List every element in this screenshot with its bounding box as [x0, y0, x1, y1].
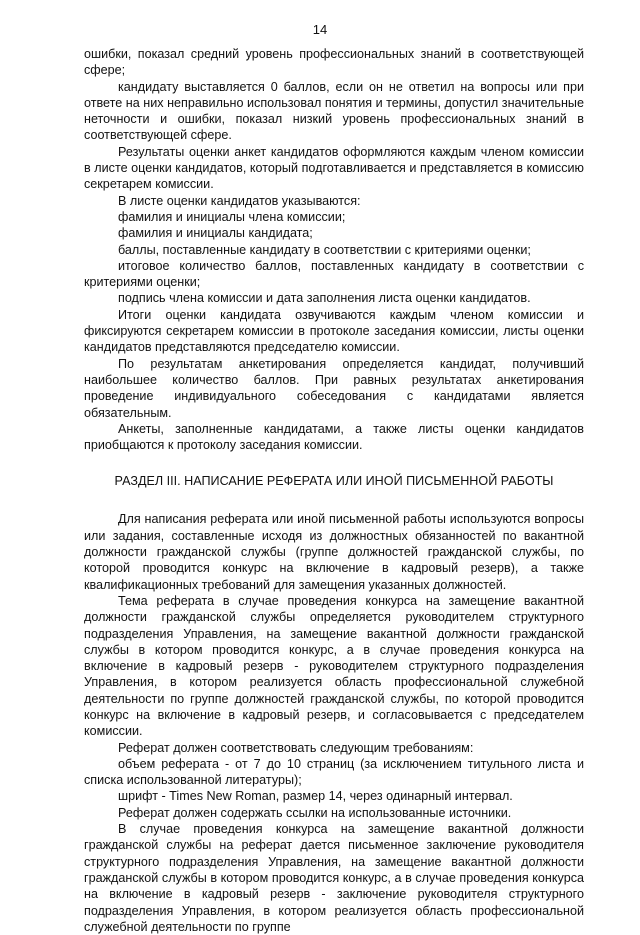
list-item-member-name: фамилия и инициалы члена комиссии;: [118, 209, 346, 224]
page-content: [84, 46, 584, 935]
list-item-signature-date: подпись члена комиссии и дата заполнения листа оценки кандидатов.: [118, 291, 531, 306]
list-item-volume: объем реферата - от 7 до 10 страниц (за исключением титульного листа и списка использованной литературы);: [84, 756, 584, 788]
paragraph-results-announcement: Итоги оценки кандидата озвучиваются каждым членом комиссии и фиксируются секретарем комиссии в протоколе заседания комиссии, листы оценки кандидатов представляются председателю комиссии.: [84, 307, 584, 355]
list-item-candidate-name: фамилия и инициалы кандидата;: [118, 226, 313, 241]
page-number: 14: [312, 22, 328, 37]
list-item-points: баллы, поставленные кандидату в соответствии с критериями оценки;: [118, 242, 531, 257]
list-item-total-points: итоговое количество баллов, поставленных кандидату в соответствии с критериями оценки;: [84, 258, 584, 290]
section-title: РАЗДЕЛ III. НАПИСАНИЕ РЕФЕРАТА ИЛИ ИНОЙ ПИСЬМЕННОЙ РАБОТЫ: [114, 474, 554, 489]
paragraph-continuation: ошибки, показал средний уровень профессиональных знаний в соответствующей сфере;: [84, 47, 584, 78]
paragraph-sheet-contents-intro: В листе оценки кандидатов указываются:: [118, 193, 361, 208]
paragraph-questionnaire-winner: По результатам анкетирования определяется кандидат, получивший наибольшее количество баллов. При равных результатах анкетирования проведение индивидуального собеседования с кандидатами является обязательным.: [84, 356, 584, 420]
paragraph-essay-topic: Тема реферата в случае проведения конкурса на замещение вакантной должности гражданской службы определяется руководителем структурного подразделения Управления, на замещение вакантной должности гражданской службы в котором проводится конкурс, а в случае проведения конкурса на включение в кадровый резерв - руководителем структурного подразделения Управления, в котором реализуется область профессиональной служебной деятельности по группе должностей гражданской службы, по которой проводится конкурс на включение в кадровый резерв, и согласовывается с председателем комиссии.: [84, 593, 584, 739]
paragraph-evaluation-results: Результаты оценки анкет кандидатов оформляются каждым членом комиссии в листе оценки кандидатов, который подготавливается и представляется в комиссию секретарем комиссии.: [84, 144, 584, 192]
list-item-font: шрифт - Times New Roman, размер 14, через одинарный интервал.: [118, 789, 513, 804]
paragraph-zero-points: кандидату выставляется 0 баллов, если он не ответил на вопросы или при ответе на них неправильно использовал понятия и термины, допустил значительные неточности и ошибки, показал низкий уровень профессиональных знаний в соответствующей сфере.: [84, 79, 584, 143]
paragraph-references: Реферат должен содержать ссылки на использованные источники.: [118, 805, 512, 820]
paragraph-attachments: Анкеты, заполненные кандидатами, а также листы оценки кандидатов приобщаются к протоколу заседания комиссии.: [84, 421, 584, 453]
paragraph-essay-questions: Для написания реферата или иной письменной работы используются вопросы или задания, составленные исходя из должностных обязанностей по вакантной должности гражданской службы (группе должностей гражданской службы, по которой проводится конкурс на включение в кадровый резерв), а также квалификационных требований для замещения указанных должностей.: [84, 512, 584, 592]
paragraph-conclusion: В случае проведения конкурса на замещение вакантной должности гражданской службы на реферат дается письменное заключение руководителя структурного подразделения Управления, на замещение вакантной должности гражданской службы в котором проводится конкурс, а в случае проведения конкурса на включение в кадровый резерв - заключение руководителя структурного подразделения Управления, в котором реализуется область профессиональной служебной деятельности по группе: [84, 822, 584, 934]
paragraph-requirements-intro: Реферат должен соответствовать следующим требованиям:: [118, 740, 474, 755]
